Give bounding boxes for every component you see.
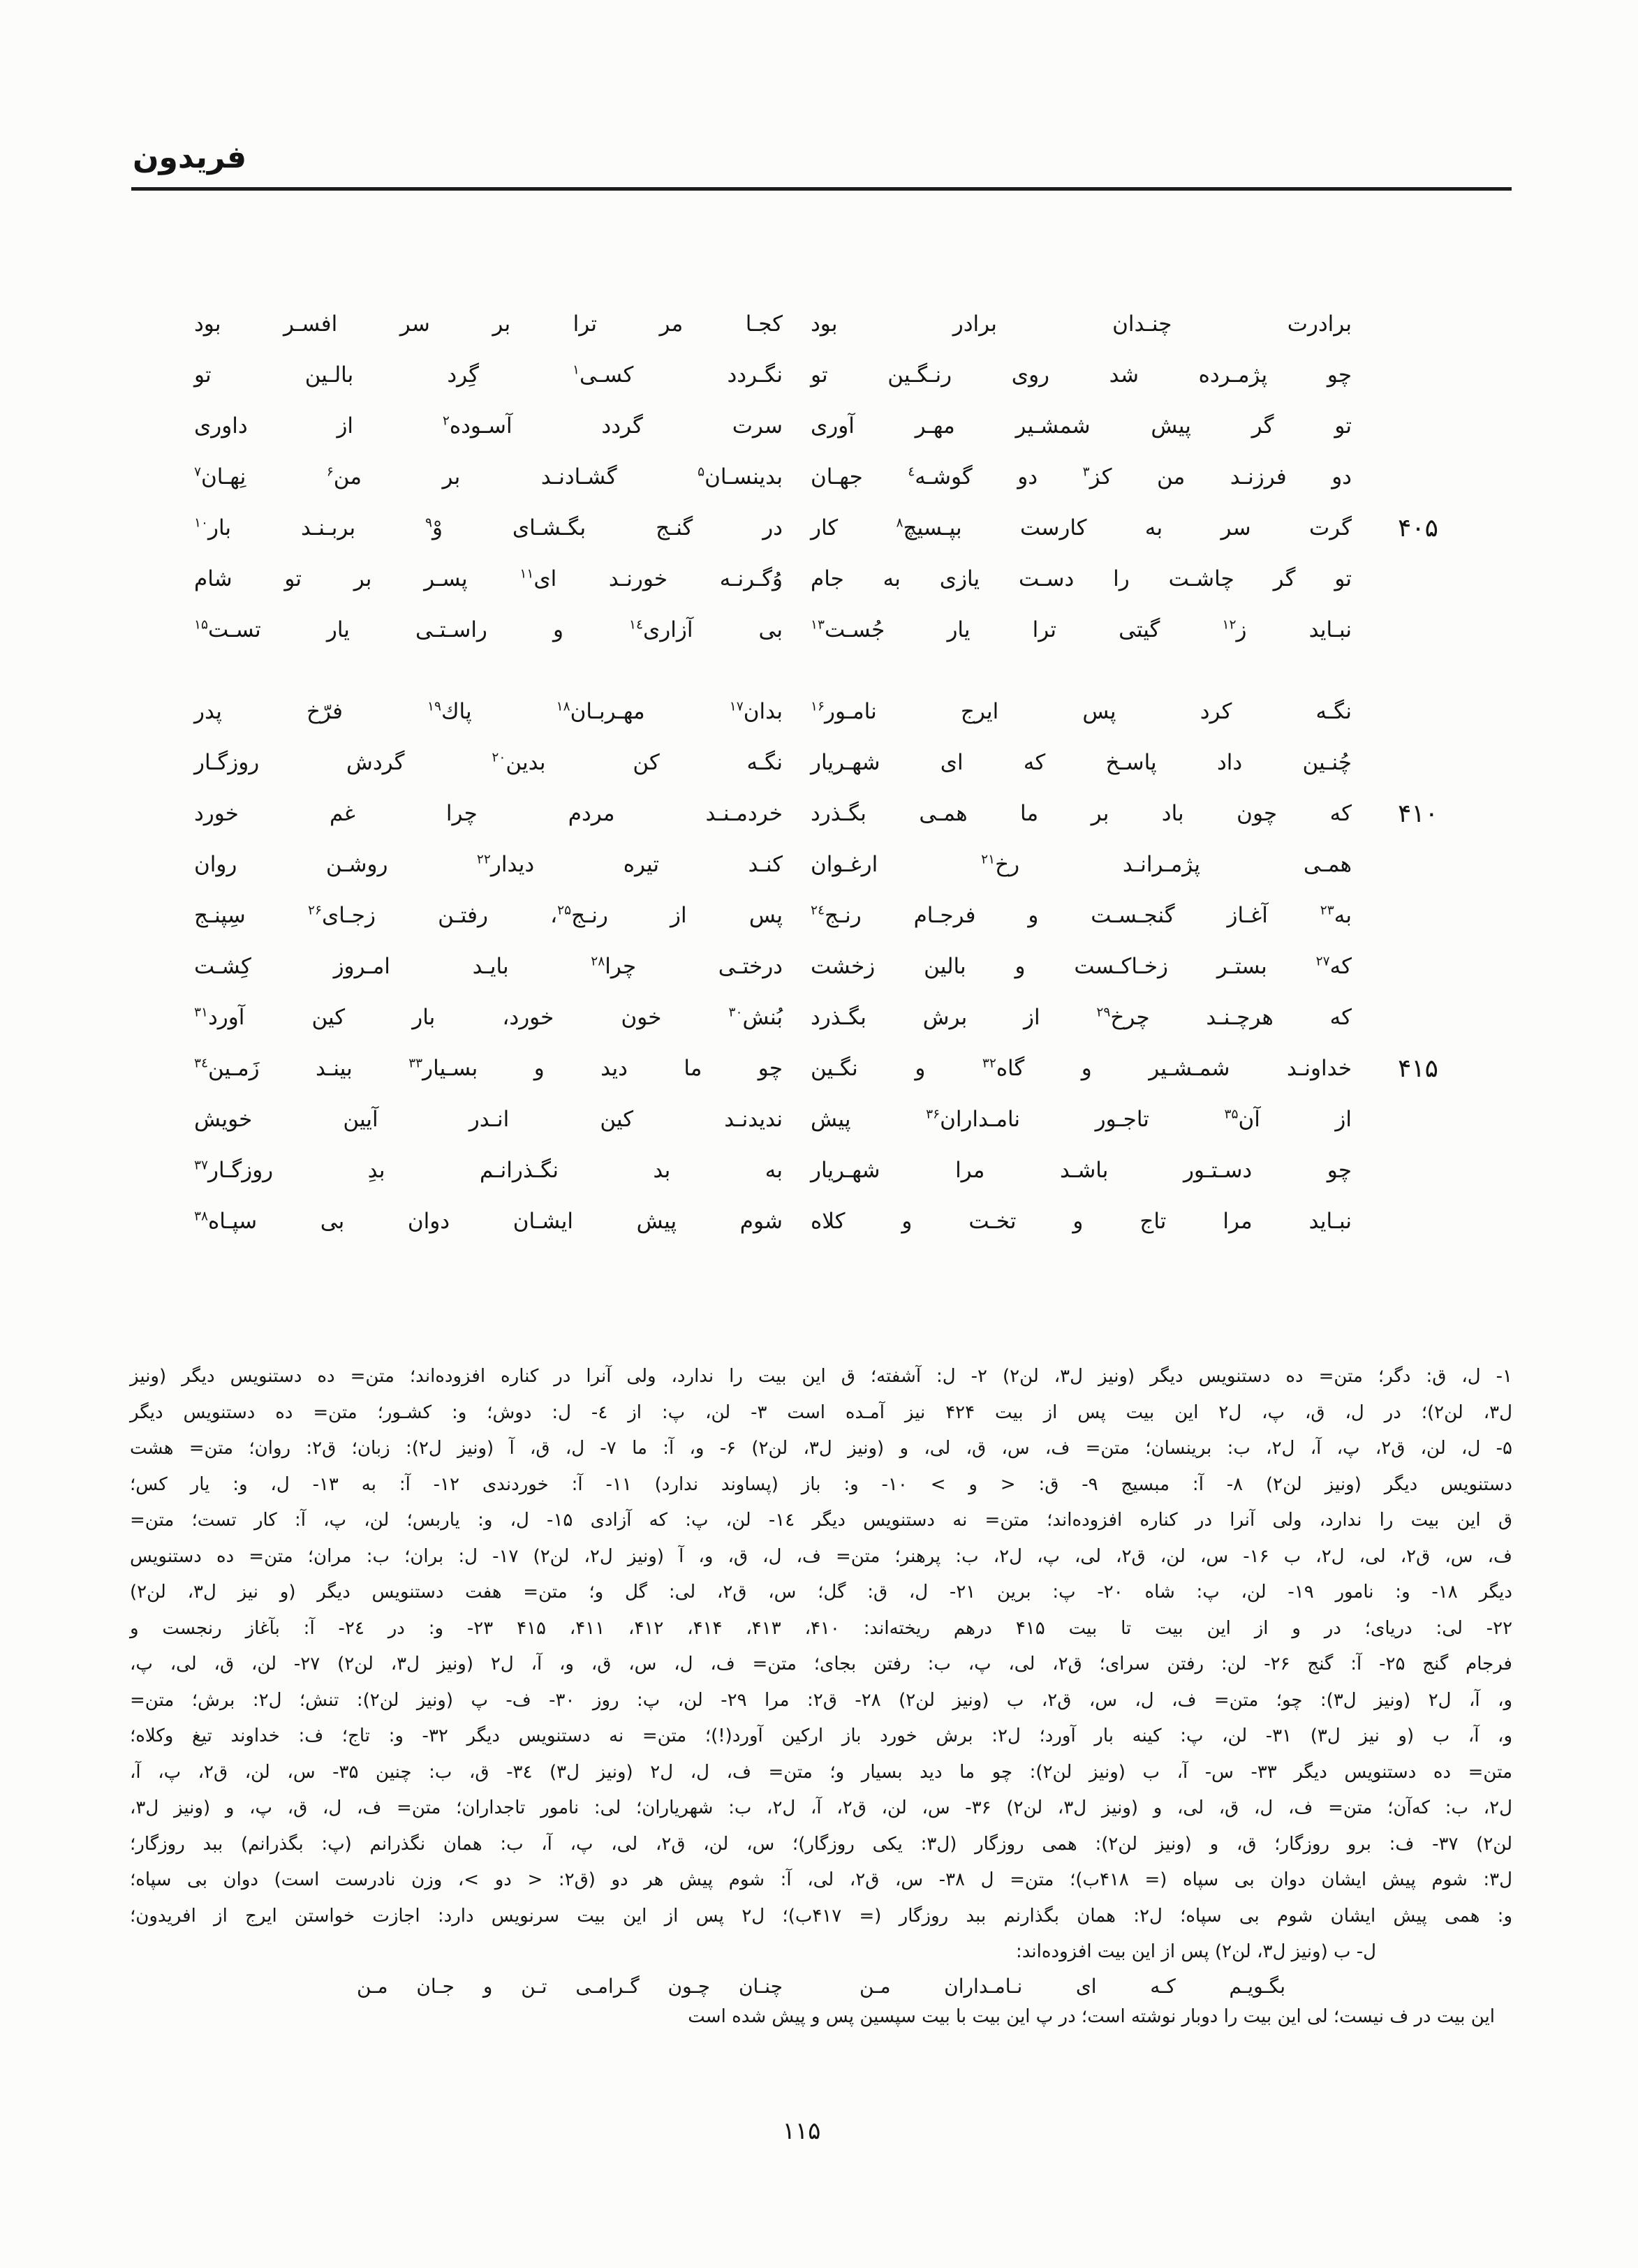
hemistich-first: که$^{۲۷}$ بستـر زخـاکـست و بالین زخشت — [811, 953, 1352, 979]
poem — [194, 299, 1456, 1247]
verse-line — [194, 788, 1456, 839]
verse-line — [194, 350, 1456, 401]
hemistich-first: دو فرزنـد من کز$^۳$ دو گوشـه$^٤$ جهـان — [811, 464, 1352, 489]
footnote-line: لن۲) ۳۷- ف: برو روزگار؛ ق، و (ونیز لن۲): همی روزگار (ل۳: یکی روزگار)؛ س، لن، ق۲، لی، پ، آ، ب: همان نگذرانم (پ: بگذرانم) ببد روزگار؛ — [130, 1833, 1512, 1855]
footnote-line: ۵- ل، لن، ق۲، پ، آ، ل۲، ب: برینسان؛ متن= ف، س، ق، لی، و (ونیز ل۳، لن۲) ۶- و، آ: ما ۷- ل، ق، آ (ونیز ل۲): زبان؛ ق۲: روان؛ متن= هشت — [130, 1438, 1512, 1459]
verse-line — [194, 554, 1456, 605]
hemistich-first: که چون باد بر ما همـی بگـذرد — [811, 800, 1352, 826]
hemistich-first: چُنـین داد پاسـخ که ای شهـریار — [811, 749, 1352, 775]
verse-line — [194, 452, 1456, 503]
hemistich-second: چو ما دید و بسـیار$^{۳۳}$ بینـد زَمـین$^{۳٤}$ — [194, 1055, 783, 1081]
hemistich-second: بدان$^{۱۷}$ مهـربـان$^{۱۸}$ پاك$^{۱۹}$ فرّخ پدر — [194, 698, 783, 724]
added-verse — [130, 1973, 1512, 2000]
verse-line — [194, 1043, 1456, 1094]
footnote-line: متن= ده دستنویس دیگر ۳۳- س- آ، ب (ونیز لن۲): چو ما دید بسیار و؛ متن= ف، ل، ل۲ (ونیز ل۳) ۳٤- ق، ب: چنین ۳۵- س، لن، ق۲، پ، آ، — [130, 1761, 1512, 1783]
hemistich-second: درختـی چرا$^{۲۸}$ بایـد امـروز کِشـت — [194, 953, 783, 979]
hemistich-first: تو گر چاشـت را دسـت یازی به جام — [811, 566, 1352, 591]
verse-line — [194, 737, 1456, 788]
footnote-line: دستنویس دیگر (ونیز لن۲) ۸- آ: مبسیج ۹- ق: < و > ۱۰- و: باز (پساوند ندارد) ۱۱- آ: خوردندی ۱۲- آ: به ۱۳- ل، و: یار کس؛ — [130, 1473, 1512, 1495]
footnote-line: ۱- ل، ق: دگر؛ متن= ده دستنویس دیگر (ونیز ل۳، لن۲) ۲- ل: آشفته؛ ق این بیت را ندارد، ولی آنرا در کناره افزوده‌اند؛ متن= ده دستنویس دیگر (ونیز — [130, 1366, 1512, 1387]
hemistich-first: برادرت چنـدان برادر بود — [811, 311, 1352, 337]
hemistich-first: چو پژمـرده شد روی رنـگـین تو — [811, 362, 1352, 388]
footnote-line: ل۳، لن۲)؛ در ل، ق، پ، ل۲ این بیت پس از بیت ۴۲۴ نیز آمـده است ۳- لن، پ: از ٤- ل: دوش؛ و: کشـور؛ متن= ده دستنویس دیگر — [130, 1401, 1513, 1423]
page-number: ۱۱۵ — [782, 2117, 821, 2145]
hemistich-second: در گنـج بگـشـای وْ$^۹$ بربـنـد بار$^{۱۰}$ — [194, 515, 783, 540]
verse-line — [194, 401, 1456, 452]
added-verse-hemistich-right: بگـویـم کـه ای نـامـداران مـن — [859, 1974, 1285, 1998]
verse-line — [194, 1196, 1456, 1247]
hemistich-first: نبـاید مرا تاج و تخـت و کلاه — [811, 1208, 1352, 1234]
hemistich-second: به بد نگـذرانـم بدِ روزگـار$^{۳۷}$ — [194, 1157, 783, 1183]
header-rule — [131, 187, 1512, 191]
hemistich-first: تو گر پیش شمشـیر مهـر آوری — [811, 413, 1352, 439]
footnote-line: ق این بیت را ندارد، ولی آنرا در کناره افزوده‌اند؛ متن= نه دستنویس دیگر ۱٤- لن، پ: که آزادی ۱۵- ل، و: یاربس؛ لن، پ، آ: کار تست؛ متن= — [130, 1510, 1512, 1531]
hemistich-second: ندیدنـد کین انـدر آیین خویش — [194, 1106, 783, 1132]
hemistich-first: نبـاید ز$^{۱۲}$ گیتی ترا یار جُسـت$^{۱۳}$ — [811, 617, 1352, 642]
hemistich-first: خداونـد شمـشـیر و گاه$^{۳۲}$ و نگـین — [811, 1055, 1352, 1081]
hemistich-second: خردمـنـد مردم چرا غم خورد — [194, 800, 783, 826]
verse-line — [194, 686, 1456, 737]
verse-line — [194, 941, 1456, 992]
footnotes — [130, 1359, 1512, 2035]
verse-line — [194, 503, 1456, 554]
verse-line — [194, 299, 1456, 350]
verse-number: ۴۱۵ — [1397, 1054, 1438, 1083]
footnote-line: فرجام گنج ۲۵- آ: گنج ۲۶- لن: رفتن سرای؛ ق۲، لی، پ، ب: رفتن بجای؛ متن= ف، ل، س، ق، و، آ، ل۲ (ونیز ل۳، لن۲) ۲۷- لن، ق، لی، پ، — [130, 1654, 1512, 1674]
hemistich-first: به$^{۲۳}$ آغـاز گنجـسـت و فرجـام رنـج$^{۲٤}$ — [811, 902, 1352, 928]
verse-line — [194, 992, 1456, 1043]
footnote-line: و، آ، ب (و نیز ل۳) ۳۱- لن، پ: کینه بار آورد؛ ل۲: برش خورد باز ارکین آورد(!)؛ متن= نه دستنویس دیگر ۳۲- و: تاج؛ ف: خداوند تیغ وکلاه؛ — [130, 1725, 1512, 1746]
added-verse-hemistich-left: چنـان چـون گـرامـی تـن و جـان مـن — [357, 1974, 783, 1998]
hemistich-first: که هرچـنـد چرخ$^{۲۹}$ از برش بگـذرد — [811, 1004, 1352, 1030]
footnote-closing-note: این بیت در ف نیست؛ لی این بیت را دوبار نوشته است؛ در پ این بیت با بیت سپسین پس و پیش شده است — [688, 2006, 1495, 2028]
hemistich-second: بُنش$^{۳۰}$ خون خورد، بار کین آورد$^{۳۱}$ — [194, 1004, 783, 1030]
footnote-line: و، آ، ل۲ (ونیز ل۳): چو؛ متن= ف، ل، س، ق۲، ب (ونیز لن۲) ۲۸- ق۲: مرا ۲۹- لن، پ: روز ۳۰- ف- پ (ونیز لن۲): تنش؛ ل۲: برش؛ متن= — [130, 1689, 1513, 1711]
hemistich-second: سرت گردد آسـوده$^۲$ از داوری — [194, 413, 783, 439]
hemistich-first: چو دسـتـور باشـد مرا شهـریار — [811, 1157, 1352, 1183]
verse-number: ۴۱۰ — [1397, 800, 1438, 828]
hemistich-first: همـی پژمـرانـد رخ$^{۲۱}$ ارغـوان — [811, 851, 1352, 877]
hemistich-second: وُگـرنـه خورنـد ای$^{۱۱}$ پسـر بر تو شام — [194, 566, 783, 591]
footnote-addition-intro: ل- ب (ونیز ل۳، لن۲) پس از این بیت افزوده‌اند: — [1016, 1941, 1376, 1962]
footnote-line: و: همی پیش ایشان شوم بی سپاه؛ ل۲: همان بگذارنم ببد روزگار (= ۴۱۷ب)؛ ل۲ پس از این بیت سرنویس دارد: اجازت خواستن ایرج از افریدون؛ — [130, 1905, 1512, 1927]
hemistich-first: گرت سر به کارست بپـسیچ$^۸$ کار — [811, 515, 1352, 540]
footnote-line: ف، س، ق۲، لی، ل۲، ب ۱۶- س، لن، ق۲، لی، پ، ل۲، ب: پرهنر؛ متن= ف، ل، ق، و، آ (ونیز ل۲، لن۲) ۱۷- ل: بران؛ ب: مران؛ متن= ده دستنویس — [130, 1545, 1512, 1567]
hemistich-first: نگـه کرد پس ایرج نامـور$^{۱۶}$ — [811, 698, 1352, 724]
hemistich-second: شوم پیش ایشـان دوان بی سپـاه$^{۳۸}$ — [194, 1208, 783, 1234]
verse-number: ۴۰۵ — [1397, 514, 1438, 543]
hemistich-second: کجـا مر ترا بر سر افسـر بود — [194, 311, 783, 337]
hemistich-second: پس از رنـج$^{۲۵}$، رفتـن زجـای$^{۲۶}$ سِپنـج — [194, 902, 783, 928]
verse-line — [194, 1094, 1456, 1145]
footnote-line: دیگر ۱۸- و: نامور ۱۹- لن، پ: شاه ۲۰- پ: برین ۲۱- ل، ق: گل؛ س، ق۲، لی: گل و؛ متن= هفت دستنویس دیگر (و نیز ل۳، لن۲) — [130, 1582, 1512, 1603]
verse-line — [194, 890, 1456, 941]
hemistich-second: بی آزاری$^{۱٤}$ و راسـتـی یار تسـت$^{۱۵}$ — [194, 617, 783, 642]
hemistich-second: بدینسـان$^۵$ گشـادنـد بر من$^۶$ نِهـان$^۷$ — [194, 464, 783, 489]
hemistich-first: از آن$^{۳۵}$ تاجـور نامـداران$^{۳۶}$ پیش — [811, 1106, 1352, 1132]
stanza-gap — [194, 656, 1456, 686]
hemistich-second: کنـد تیره دیدار$^{۲۲}$ روشـن روان — [194, 851, 783, 877]
footnote-line: ۲۲- لی: دریای؛ در و از این بیت تا بیت ۴۱۵ درهم ریخته‌اند: ۴۱۰، ۴۱۳، ۴۱۴، ۴۱۲، ۴۱۱، ۴۱۵ ۲۳- و: در ۲٤- آ: بآغاز رنجست و — [130, 1617, 1513, 1639]
hemistich-second: نگـردد کسـی$^۱$ گِرد بالـین تو — [194, 362, 783, 388]
verse-line — [194, 839, 1456, 890]
hemistich-second: نگـه کن بدین$^{۲۰}$ گردش روزگـار — [194, 749, 783, 775]
verse-line — [194, 1145, 1456, 1196]
verse-line — [194, 605, 1456, 656]
footnote-line: ل۳: شوم پیش ایشان دوان بی سپاه (= ۴۱۸ب)؛ متن= ل ۳۸- س، ق۲، لی، آ: شوم پیش هر دو (ق۲: < دو >، وزن نادرست است) دوان بی سپاه؛ — [130, 1869, 1513, 1890]
footnote-line: ل۲، ب: که‌آن؛ متن= ف، ل، ق، لی، و (ونیز ل۳، لن۲) ۳۶- س، لن، ق۲، آ، ل۲، ب: شهریاران؛ لی: نامور تاجداران؛ متن= ف، ل، ق، پ، و (ونیز ل۳، — [130, 1797, 1512, 1818]
page-title: فریدون — [133, 140, 247, 175]
